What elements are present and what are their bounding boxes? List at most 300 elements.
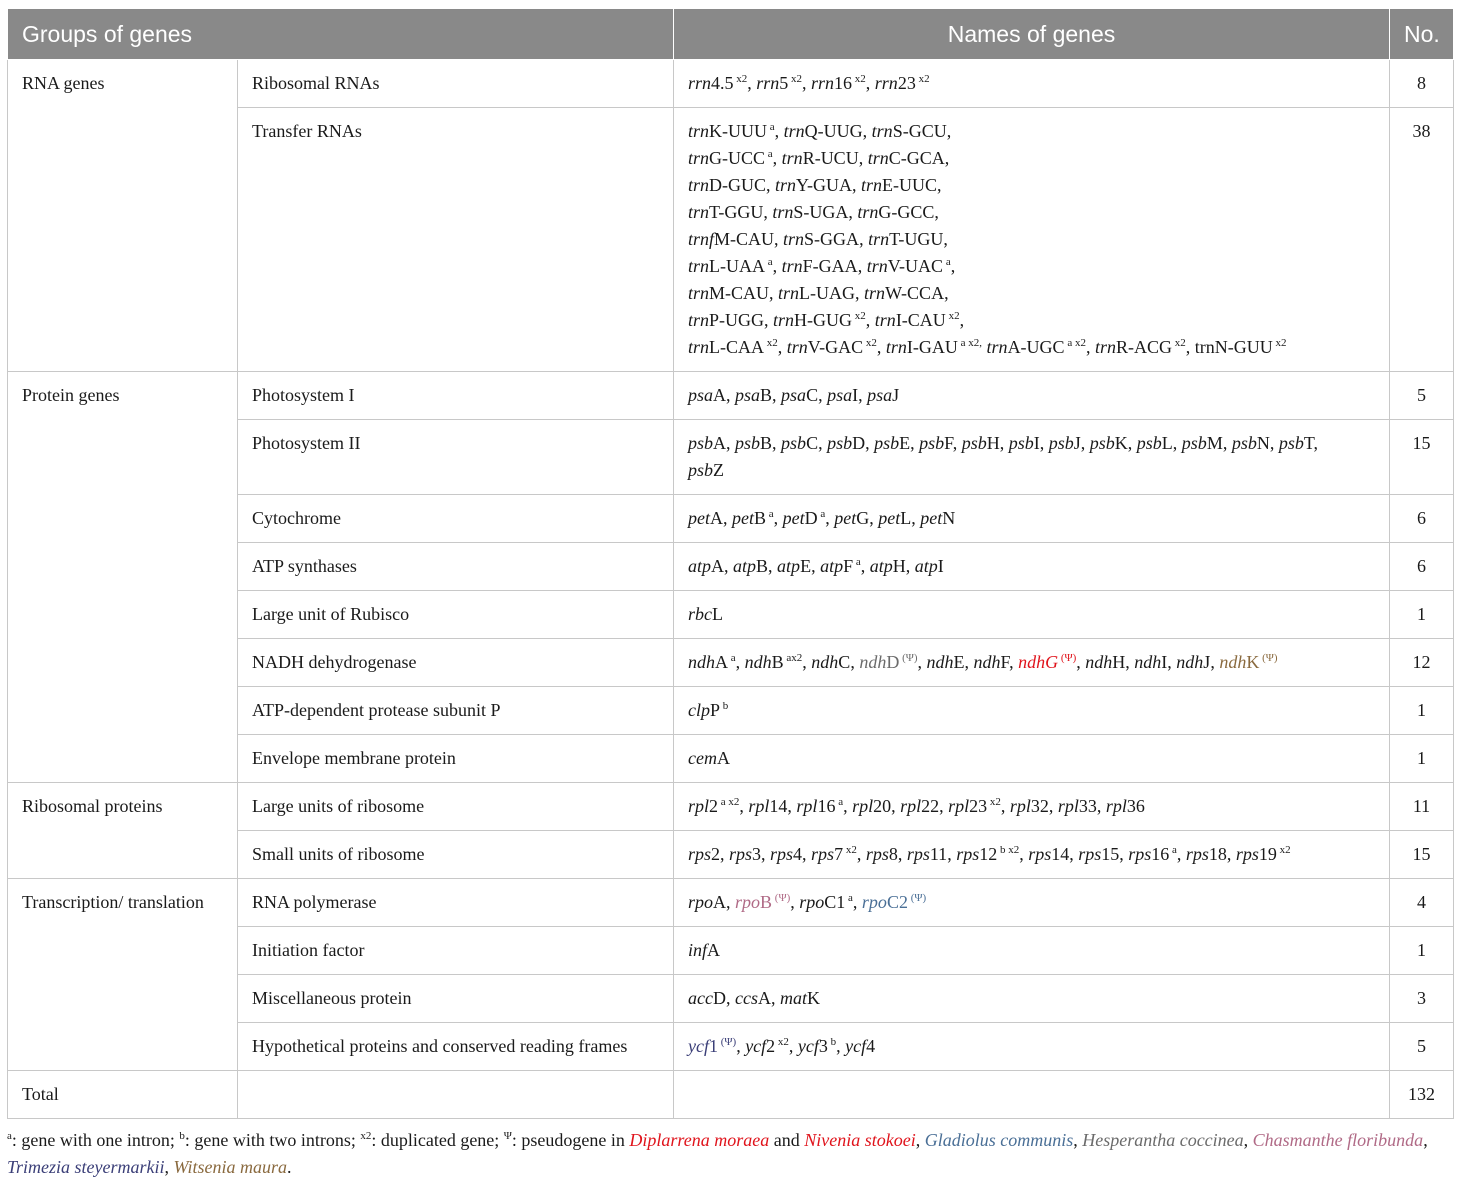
gene-name [688,1036,736,1056]
gene-prefix: ndh [859,652,887,672]
subgroup-cell: Photosystem I [238,372,674,420]
gene-suffix: D [804,508,818,528]
gene-name [688,892,726,912]
gene-suffix: V-GAC [807,337,864,357]
header-number: No. [1390,9,1454,60]
gene-prefix: psb [1181,433,1207,453]
gene-prefix: trn [773,310,795,330]
gene-prefix: ndh [1134,652,1162,672]
count-cell: 38 [1390,108,1454,372]
gene-suffix: A [716,748,730,768]
gene-line: trnG-UCC $^a$, trnR-UCU, trnC-GCA, [688,148,950,168]
gene-name [1195,337,1287,357]
gene-names-cell [674,927,1390,975]
table-row [8,879,1454,927]
table-figure [7,8,1453,1180]
gene-suffix: 4 [793,844,803,864]
gene-prefix: rps [1235,844,1259,864]
subgroup-cell: Cytochrome [238,495,674,543]
gene-prefix: psb [1136,433,1162,453]
gene-name [845,1036,875,1056]
gene-prefix: rpl [948,796,970,816]
gene-name [775,175,852,195]
gene-prefix: clp [688,700,710,720]
gene-name [1018,652,1076,672]
gene-name [1232,433,1270,453]
gene-superscript: x2 [733,73,748,85]
gene-name [867,256,951,276]
gene-suffix: 5 [779,73,789,93]
subgroup-cell: Envelope membrane protein [238,735,674,783]
gene-prefix: atp [869,556,893,576]
gene-name [900,796,939,816]
group-cell: RNA genes [8,60,238,372]
gene-prefix: rps [865,844,889,864]
gene-suffix: E [953,652,965,672]
gene-name [688,796,739,816]
gene-superscript: a x2, [957,337,983,349]
gene-suffix: 16 [1151,844,1170,864]
gene-suffix: Q-UUG [804,121,863,141]
gene-prefix: trn [1094,337,1116,357]
gene-name [729,844,761,864]
gene-suffix: A [710,508,723,528]
gene-prefix: pet [688,508,710,528]
gene-name [784,121,863,141]
gene-suffix: H [986,433,1000,453]
subgroup-cell: Hypothetical proteins and conserved reading frames [238,1023,674,1071]
species-name: Nivenia stokoei [804,1130,916,1150]
table-row [8,783,1454,831]
gene-suffix: 20 [873,796,892,816]
gene-prefix: pet [920,508,943,528]
gene-name [735,433,772,453]
gene-suffix: K [806,988,820,1008]
gene-prefix: rpo [735,892,761,912]
gene-name [732,508,774,528]
gene-superscript: a [835,796,844,808]
gene-name [688,940,720,960]
gene-name [688,748,730,768]
gene-superscript: a [766,508,774,520]
gene-line: trnK-UUU $^a$, trnQ-UUG, trnS-GCU, [688,121,952,141]
gene-name [777,556,811,576]
gene-name [1106,796,1145,816]
gene-prefix: psb [1231,433,1257,453]
count-cell: 6 [1390,543,1454,591]
gene-prefix: trn [871,121,893,141]
gene-superscript: b [827,1036,837,1048]
gene-line [688,937,1375,964]
gene-prefix: rrn [688,73,712,93]
gene-suffix: H-GUG [794,310,853,330]
gene-prefix: rpl [900,796,922,816]
gene-prefix: trn [857,202,879,222]
gene-name [688,604,723,624]
gene-prefix: psb [827,433,853,453]
species-name: Chasmanthe floribunda [1252,1130,1424,1150]
gene-prefix: ccs [734,988,758,1008]
gene-prefix: mat [779,988,807,1008]
gene-suffix: S-GGA [804,229,860,249]
gene-suffix: A [707,940,721,960]
gene-name [735,988,771,1008]
total-label: Total [8,1071,238,1119]
gene-name [688,121,775,141]
gene-name [796,796,843,816]
gene-name [811,73,866,93]
gene-names-cell [674,639,1390,687]
gene-prefix: rrn [811,73,835,93]
count-cell: 15 [1390,420,1454,495]
footnote-text: and [769,1130,805,1150]
gene-suffix: B [760,892,773,912]
gene-prefix: psb [874,433,900,453]
count-cell: 1 [1390,927,1454,975]
gene-suffix: C-GCA [888,148,945,168]
gene-name [1236,844,1291,864]
header-row [8,9,1454,60]
gene-prefix: trn [688,337,710,357]
gene-line: psaA, psaB, psaC, psaI, psaJ [688,385,900,405]
gene-name [919,433,953,453]
gene-line: rrn4.5 $^{x2}$, rrn5 $^{x2}$, rrn16 $^{x2}$, rrn23 $^{x2}$ [688,73,930,93]
table-row [8,372,1454,420]
gene-superscript: a [817,508,826,520]
gene-suffix: C2 [886,892,908,912]
gene-name [688,337,778,357]
gene-names-cell [674,420,1390,495]
gene-names-cell [674,687,1390,735]
gene-suffix: F [944,433,953,453]
gene-superscript: (Ψ) [899,652,918,664]
gene-name [1186,844,1227,864]
footnote-text: , [1423,1130,1428,1150]
gene-prefix: trn [688,256,710,276]
subgroup-cell: ATP-dependent protease subunit P [238,687,674,735]
gene-suffix: C [806,433,819,453]
gene-suffix: I [1033,433,1040,453]
group-cell: Ribosomal proteins [8,783,238,879]
gene-suffix: L-CAA [709,337,765,357]
gene-prefix: pet [834,508,857,528]
gene-name [783,508,826,528]
gene-suffix: 4.5 [711,73,734,93]
gene-suffix: T-UGU [889,229,944,249]
gene-name [688,652,736,672]
footnote-text: : pseudogene in [511,1130,630,1150]
gene-suffix: B [760,385,773,405]
gene-names-cell [674,831,1390,879]
gene-prefix: psa [688,385,714,405]
gene-name [688,256,773,276]
gene-prefix: trn [781,148,803,168]
count-cell: 15 [1390,831,1454,879]
total-count: 132 [1390,1071,1454,1119]
gene-superscript: x2 [788,73,803,85]
gene-suffix: B [771,652,784,672]
gene-suffix: 32 [1030,796,1049,816]
gene-prefix: rps [770,844,794,864]
gene-name [820,556,861,576]
gene-prefix: trn [867,148,889,168]
gene-prefix: trn [775,175,797,195]
gene-prefix: trn [866,256,888,276]
gene-name [867,385,899,405]
gene-superscript: x2 [1276,844,1291,856]
footnote-superscript: b [179,1130,185,1142]
gene-line: petA, petB $^a$, petD $^a$, petG, petL, petN [688,508,956,528]
gene-prefix: trn [885,337,907,357]
gene-name [782,256,858,276]
gene-prefix: ndh [1085,652,1113,672]
footnote-text: , [1243,1130,1253,1150]
gene-suffix: R-UCU [802,148,859,168]
group-cell: Protein genes [8,372,238,783]
gene-line: trnM-CAU, trnL-UAG, trnW-CCA, [688,283,949,303]
count-cell: 8 [1390,60,1454,108]
gene-suffix: 4 [866,1036,876,1056]
gene-superscript: x2 [987,796,1001,808]
gene-name [987,337,1086,357]
gene-prefix: rpo [799,892,825,912]
gene-name [875,310,960,330]
gene-suffix: 23 [897,73,916,93]
gene-suffix: M-CAU [714,229,775,249]
gene-prefix: psb [781,433,807,453]
subgroup-cell: Ribosomal RNAs [238,60,674,108]
gene-suffix: C [838,652,851,672]
gene-name [688,310,764,330]
gene-suffix: 36 [1126,796,1145,816]
gene-prefix: psb [1048,433,1074,453]
gene-prefix: trnf [688,229,715,249]
gene-prefix: ndh [744,652,772,672]
gene-suffix: R-ACG [1115,337,1172,357]
gene-line [688,745,1375,772]
gene-superscript: x2 [915,73,930,85]
gene-line: rps2, rps3, rps4, rps7 $^{x2}$, rps8, rps11, rps12 $^{b x2}$, rps14, rps15, rps16 $^a$, rps18, rps19 $^{x2}$ [688,844,1291,864]
gene-name [782,148,859,168]
gene-suffix: D-GUC [709,175,767,195]
gene-name [781,433,818,453]
gene-prefix: rpl [1105,796,1127,816]
gene-suffix: 23 [969,796,988,816]
gene-suffix: G-UCC [709,148,766,168]
gene-suffix: B [760,433,773,453]
species-name: Gladiolus communis [924,1130,1074,1150]
footnote-text: , [915,1130,925,1150]
gene-line: trnP-UGG, trnH-GUG $^{x2}$, trnI-CAU $^{x2}$, [688,310,965,330]
gene-suffix: T-GGU [709,202,764,222]
gene-suffix: 2 [766,1036,776,1056]
gene-superscript: (Ψ) [1259,652,1278,664]
gene-line: ndhA $^a$, ndhB $^{ax2}$, ndhC, ndhD $^{(\Psi)}$, ndhE, ndhF, ndhG $^{(\Psi)}$, ndhH, ndhI, ndhJ, ndhK $^{(\Psi)}$ [688,652,1278,672]
gene-name [688,433,726,453]
gene-name [778,283,855,303]
gene-superscript: x2 [852,310,866,322]
gene-suffix: 1 [708,1036,718,1056]
count-cell: 3 [1390,975,1454,1023]
gene-suffix: M-CAU [709,283,770,303]
gene-suffix: A [711,556,725,576]
gene-names-cell [674,543,1390,591]
gene-name [780,988,820,1008]
gene-prefix: rrn [874,73,898,93]
gene-suffix: I [937,556,944,576]
gene-name [834,508,869,528]
gene-prefix: trn [783,229,805,249]
gene-superscript: x2 [843,844,857,856]
gene-suffix: A-UGC [1007,337,1065,357]
total-row [8,1071,1454,1119]
gene-name [1058,796,1097,816]
gene-prefix: rps [1078,844,1102,864]
gene-suffix: L-UAA [709,256,766,276]
gene-suffix: S-GCU [892,121,947,141]
gene-suffix: L-UAG [799,283,856,303]
gene-prefix: psb [735,433,761,453]
gene-names-cell [674,591,1390,639]
gene-prefix: ycf [797,1036,819,1056]
gene-superscript: a [845,892,853,904]
count-cell: 5 [1390,372,1454,420]
subgroup-cell: Large unit of Rubisco [238,591,674,639]
gene-superscript: a [943,256,951,268]
gene-name [927,652,965,672]
gene-line: trnL-UAA $^a$, trnF-GAA, trnV-UAC $^a$, [688,256,956,276]
gene-prefix: rps [811,844,835,864]
gene-suffix: 7 [834,844,844,864]
gene-name [1009,433,1040,453]
subgroup-cell: Large units of ribosome [238,783,674,831]
gene-name [745,652,803,672]
gene-name [974,652,1010,672]
gene-name [688,508,723,528]
gene-name [948,796,1001,816]
gene-suffix: 3 [752,844,762,864]
gene-superscript: (Ψ) [907,892,927,904]
gene-name [783,229,859,249]
gene-prefix: rps [1185,844,1209,864]
gene-name [688,175,766,195]
gene-superscript: (Ψ) [1058,652,1077,664]
gene-suffix: A [757,988,771,1008]
gene-superscript: a [728,652,736,664]
gene-name [1176,652,1210,672]
gene-prefix: rps [1028,844,1052,864]
gene-suffix: P [710,700,721,720]
gene-suffix: 22 [921,796,940,816]
table-row [8,60,1454,108]
gene-suffix: N [1256,433,1270,453]
species-name: Diplarrena moraea [629,1130,770,1150]
gene-name [756,73,802,93]
subgroup-cell: Photosystem II [238,420,674,495]
gene-prefix: rps [906,844,930,864]
gene-superscript: ax2 [783,652,803,664]
gene-prefix: trn [688,202,710,222]
gene-prefix: atp [733,556,757,576]
gene-line: trnT-GGU, trnS-UGA, trnG-GCC, [688,202,939,222]
subgroup-cell: Miscellaneous protein [238,975,674,1023]
gene-name [688,283,769,303]
gene-prefix: rps [956,844,980,864]
gene-name [852,796,891,816]
header-groups: Groups of genes [8,9,674,60]
gene-prefix: ycf [688,1036,709,1056]
gene-suffix: V-UAC [887,256,944,276]
gene-name [1219,652,1277,672]
gene-suffix: K [1114,433,1128,453]
gene-name [688,988,726,1008]
gene-suffix: trnN-GUU [1194,337,1273,357]
table-footnote [7,1127,1453,1181]
gene-prefix: trn [688,175,710,195]
footnote-superscript: x2 [360,1130,372,1142]
gene-suffix: I [852,385,859,405]
gene-prefix: trn [864,283,886,303]
gene-prefix: inf [688,940,708,960]
gene-name [1182,433,1223,453]
gene-superscript: (Ψ) [772,892,791,904]
group-cell: Transcription/ translation [8,879,238,1071]
gene-name [857,202,934,222]
gene-name [1078,844,1119,864]
gene-suffix: K-UUU [709,121,768,141]
gene-name [745,1036,789,1056]
gene-prefix: trn [781,256,803,276]
gene-prefix: trn [688,283,710,303]
gene-line [688,457,1375,484]
gene-suffix: 16 [834,73,853,93]
gene-name [811,844,857,864]
gene-prefix: psa [867,385,893,405]
gene-name [688,385,726,405]
gene-name [1279,433,1314,453]
gene-name [866,844,898,864]
gene-name [1085,652,1125,672]
gene-prefix: rpl [688,796,710,816]
gene-prefix: psa [735,385,761,405]
gene-prefix: ndh [1219,652,1247,672]
gene-prefix: psb [1008,433,1034,453]
gene-name [735,385,772,405]
gene-prefix: ycf [745,1036,767,1056]
gene-prefix: trn [772,202,794,222]
gene-suffix: I [1161,652,1168,672]
gene-name [688,700,728,720]
count-cell: 5 [1390,1023,1454,1071]
footnote-text: : gene with one intron; [11,1130,180,1150]
gene-suffix: L [712,604,723,624]
gene-suffix: J [1203,652,1211,672]
gene-name [772,202,848,222]
gene-name [870,556,906,576]
gene-prefix: rrn [756,73,780,93]
gene-names-cell [674,495,1390,543]
gene-suffix: G-GCC [878,202,935,222]
subgroup-cell: ATP synthases [238,543,674,591]
gene-names-cell [674,372,1390,420]
gene-line: rpoA, rpoB $^{(\Psi)}$, rpoC1 $^a$, rpoC2 $^{(\Psi)}$ [688,892,927,912]
gene-name [1090,433,1128,453]
subgroup-cell: Transfer RNAs [238,108,674,372]
gene-superscript: x2 [1272,337,1287,349]
gene-names-cell [674,735,1390,783]
gene-suffix: H [1112,652,1126,672]
gene-suffix: 14 [769,796,788,816]
